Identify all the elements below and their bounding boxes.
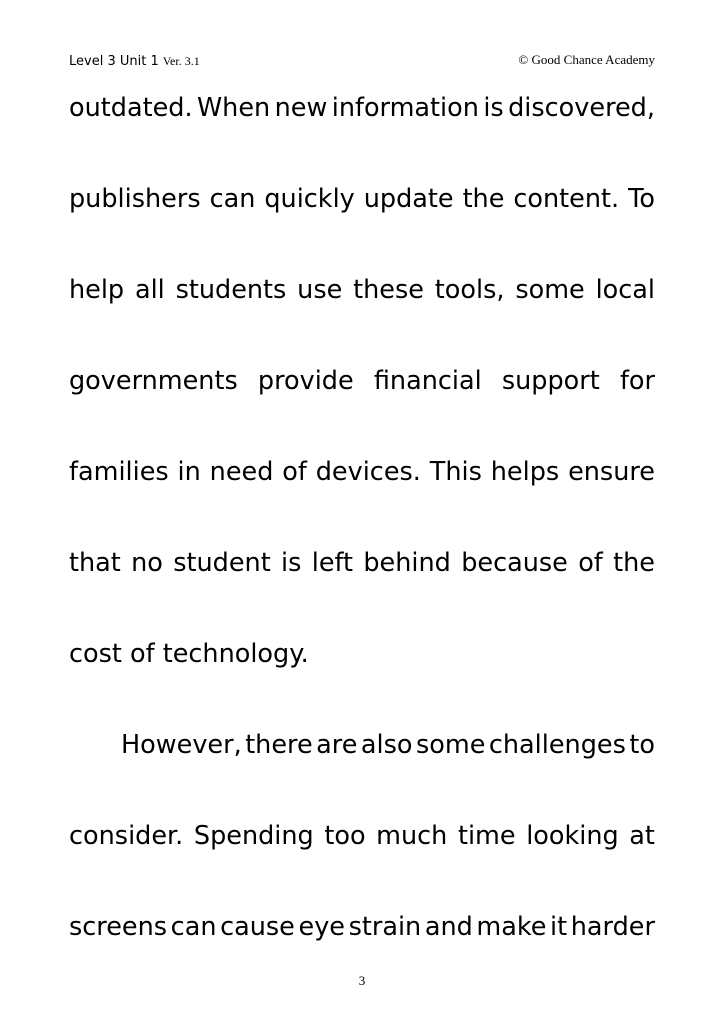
word: This	[429, 457, 482, 487]
word: publishers	[69, 184, 201, 214]
word: screens	[69, 912, 168, 942]
word: time	[457, 821, 516, 851]
word: strain	[348, 912, 422, 942]
copyright-label: © Good Chance Academy	[518, 52, 655, 67]
word: is	[281, 548, 302, 578]
word: at	[629, 821, 655, 851]
word: much	[376, 821, 448, 851]
word: too	[324, 821, 366, 851]
word: of	[578, 548, 603, 578]
word: left	[311, 548, 354, 578]
word: harder	[570, 912, 655, 942]
word: of	[282, 457, 307, 487]
text-line: cost of technology.	[69, 639, 309, 669]
word: the	[613, 548, 655, 578]
word: because	[461, 548, 568, 578]
text-line	[69, 90, 655, 126]
word: the	[462, 184, 505, 214]
word: also	[360, 730, 413, 760]
word: in	[177, 457, 201, 487]
version-label: Ver. 3.1	[162, 54, 200, 68]
word: To	[628, 184, 655, 214]
word: to	[629, 730, 655, 760]
word: help	[69, 275, 125, 305]
word: there	[245, 730, 313, 760]
word: new	[274, 93, 328, 123]
word: use	[297, 275, 343, 305]
word: quickly	[264, 184, 355, 214]
text-line	[69, 272, 655, 308]
text-line	[69, 545, 655, 581]
text-line	[69, 727, 655, 763]
header-left	[69, 52, 200, 70]
word: governments	[69, 366, 238, 396]
word: When	[196, 93, 271, 123]
word: student	[173, 548, 271, 578]
word: However,	[121, 730, 242, 760]
word: students	[175, 275, 287, 305]
page-number: 3	[358, 973, 366, 988]
word: looking	[526, 821, 619, 851]
word: Spending	[193, 821, 314, 851]
word: behind	[363, 548, 451, 578]
word: discovered,	[508, 93, 655, 123]
word: support	[501, 366, 600, 396]
word: all	[134, 275, 165, 305]
word: tools,	[434, 275, 505, 305]
word: eye	[298, 912, 345, 942]
word: and	[424, 912, 473, 942]
word: can	[170, 912, 217, 942]
unit-label: Level 3 Unit 1	[69, 54, 159, 69]
word: make	[476, 912, 547, 942]
page-header	[69, 52, 655, 72]
text-line	[69, 818, 655, 854]
word: provide	[257, 366, 354, 396]
word: devices.	[315, 457, 421, 487]
word: are	[316, 730, 358, 760]
text-line	[69, 181, 655, 217]
word: some	[515, 275, 585, 305]
word: some	[415, 730, 486, 760]
text-line	[69, 454, 655, 490]
word: helps	[490, 457, 560, 487]
word: challenges	[488, 730, 626, 760]
text-line	[69, 363, 655, 399]
word: outdated.	[69, 93, 193, 123]
word: financial	[373, 366, 482, 396]
word: ensure	[568, 457, 655, 487]
word: need	[209, 457, 274, 487]
word: that	[69, 548, 121, 578]
word: information	[331, 93, 479, 123]
word: update	[363, 184, 454, 214]
word: families	[69, 457, 169, 487]
word: can	[209, 184, 256, 214]
word: cause	[220, 912, 295, 942]
word: for	[619, 366, 655, 396]
word: content.	[513, 184, 620, 214]
word: local	[595, 275, 655, 305]
word: it	[550, 912, 568, 942]
word: consider.	[69, 821, 184, 851]
word: is	[483, 93, 504, 123]
word: these	[353, 275, 424, 305]
word: no	[131, 548, 163, 578]
text-line	[69, 909, 655, 945]
